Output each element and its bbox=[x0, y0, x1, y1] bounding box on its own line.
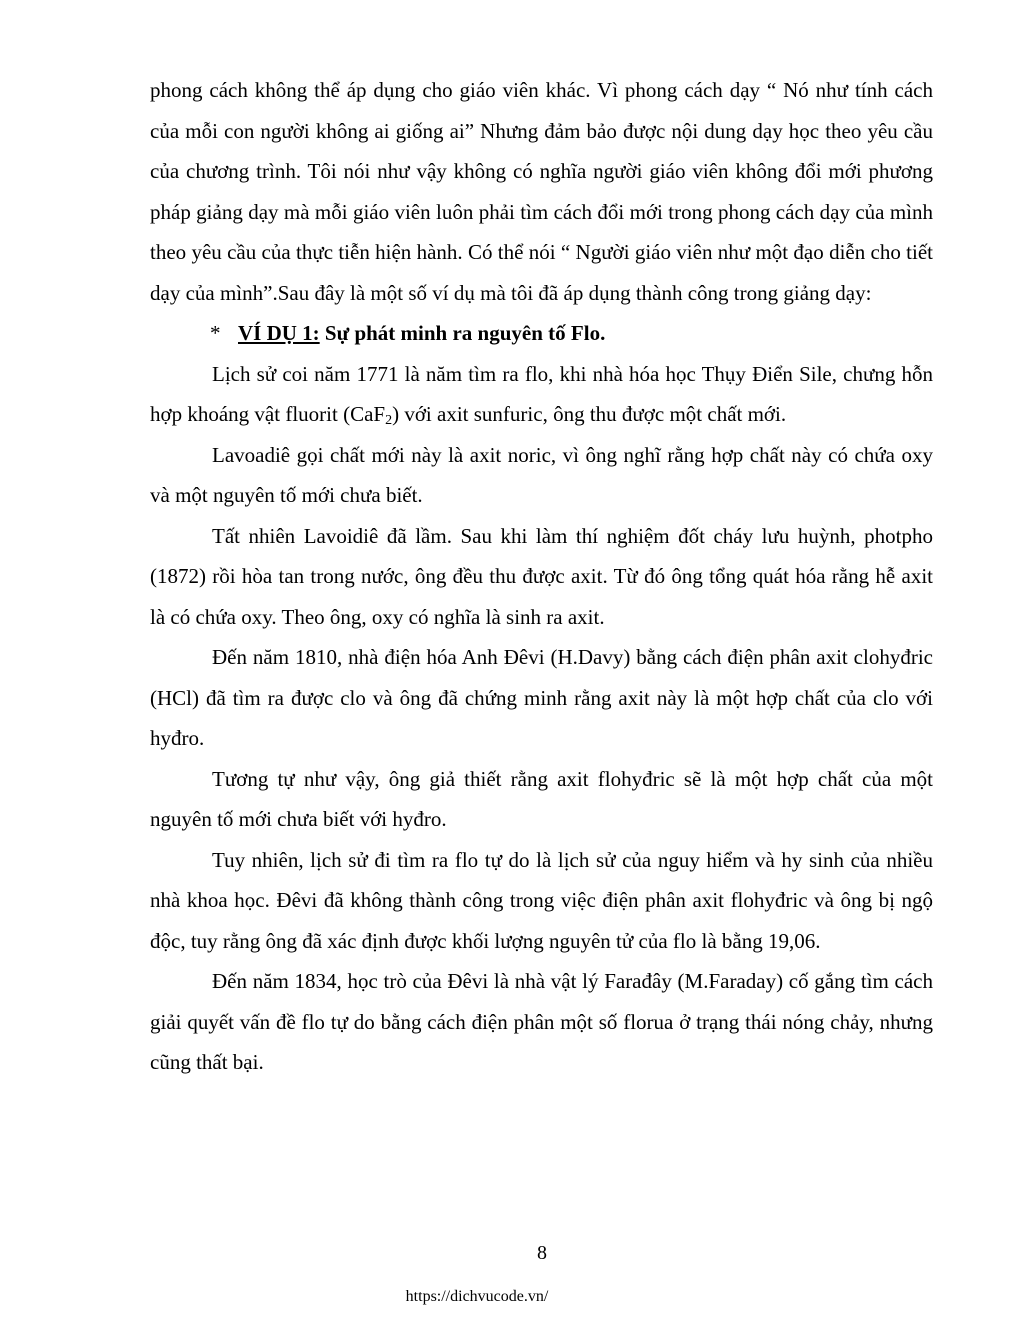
bullet-star: * bbox=[210, 321, 221, 345]
page-body bbox=[150, 70, 933, 1083]
example-heading bbox=[150, 313, 933, 354]
paragraph-lavoisier-mistake: Tất nhiên Lavoidiê đã lầm. Sau khi làm thí nghiệm đốt cháy lưu huỳnh, photpho (1872) rồi hòa tan trong nước, ông đều thu được axit. Từ đó ông tổng quát hóa rằng hễ axit là có chứa oxy. Theo ông, oxy có nghĩa là sinh ra axit. bbox=[150, 523, 933, 629]
footer-url[interactable]: https://dichvucode.vn/ bbox=[405, 1288, 549, 1305]
fluorite-subscript: 2 bbox=[385, 413, 393, 428]
paragraph-lavoisier-noric: Lavoadiê gọi chất mới này là axit noric, vì ông nghĩ rằng hợp chất này có chứa oxy và một nguyên tố mới chưa biết. bbox=[150, 442, 933, 507]
paragraph-fluorite bbox=[150, 354, 933, 435]
example-title: Sự phát minh ra nguyên tố Flo. bbox=[324, 321, 606, 345]
paragraph-davy-hypothesis: Tương tự như vậy, ông giả thiết rằng axit flohyđric sẽ là một hợp chất của một nguyên tố mới chưa biết với hyđro. bbox=[150, 766, 933, 831]
example-label: VÍ DỤ 1: bbox=[238, 321, 320, 345]
paragraph-danger: Tuy nhiên, lịch sử đi tìm ra flo tự do là lịch sử của nguy hiểm và hy sinh của nhiều nhà khoa học. Đêvi đã không thành công trong việc điện phân axit flohyđric và ông bị ngộ độc, tuy rằng ông đã xác định được khối lượng nguyên tử của flo là bằng 19,06. bbox=[150, 847, 933, 953]
fluorite-text-after: ) với axit sunfuric, ông thu được một chất mới. bbox=[392, 402, 787, 426]
page-number: 8 bbox=[537, 1242, 547, 1264]
fluorite-text-before: Lịch sử coi năm 1771 là năm tìm ra flo, khi nhà hóa học Thụy Điển Sile, chưng hỗn hợp khoáng vật fluorit (CaF bbox=[150, 361, 933, 426]
paragraph-faraday: Đến năm 1834, học trò của Đêvi là nhà vật lý Farađây (M.Faraday) cố gắng tìm cách giải quyết vấn đề flo tự do bằng cách điện phân một số florua ở trạng thái nóng chảy, nhưng cũng thất bại. bbox=[150, 969, 933, 1074]
paragraph-intro: phong cách không thể áp dụng cho giáo viên khác. Vì phong cách dạy “ Nó như tính cách của mỗi con người không ai giống ai” Nhưng đảm bảo được nội dung dạy học theo yêu cầu của chương trình. Tôi nói như vậy không có nghĩa người giáo viên không đổi mới phương pháp giảng dạy mà mỗi giáo viên luôn phải tìm cách đổi mới trong phong cách dạy của mình theo yêu cầu của thực tiễn hiện hành. Có thể nói “ Người giáo viên như một đạo diễn cho tiết dạy của mình”.Sau đây là một số ví dụ mà tôi đã áp dụng thành công trong giảng dạy: bbox=[150, 78, 933, 305]
paragraph-davy-chlorine: Đến năm 1810, nhà điện hóa Anh Đêvi (H.Davy) bằng cách điện phân axit clohyđric (HCl) đã tìm ra được clo và ông đã chứng minh rằng axit này là một hợp chất của clo với hyđro. bbox=[150, 645, 933, 750]
